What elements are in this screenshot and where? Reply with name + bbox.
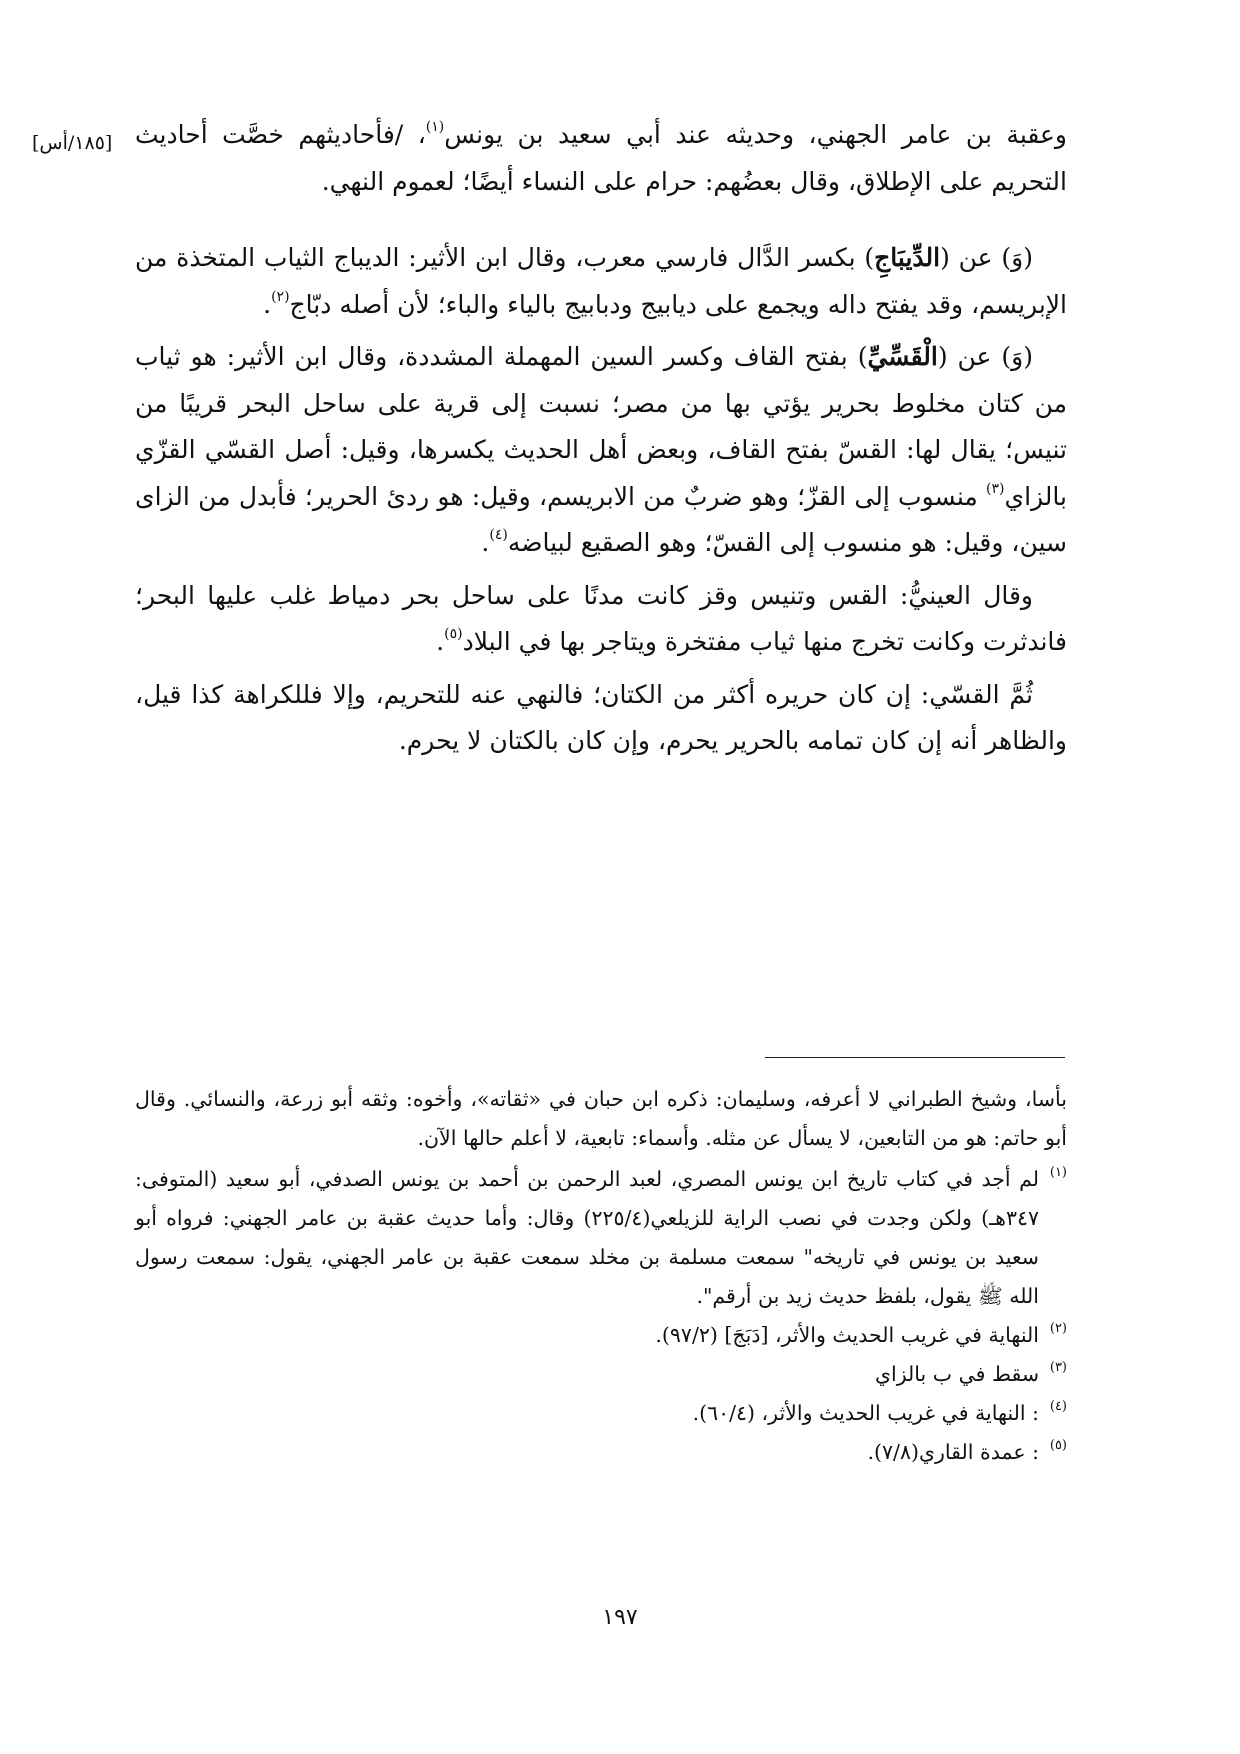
paragraph-qassi-lead: (وَ) عن ( <box>937 342 1033 371</box>
paragraph-qassi-end: . <box>481 528 490 557</box>
paragraph-qassi-text-cont: منسوب إلى القزّ؛ وهو ضربٌ من الابريسم، وقيل: هو ردئ الحرير؛ فأبدل من الزاى سين، وقيل: هو منسوب إلى القسّ؛ وهو الصقيع لبياضه <box>135 481 1067 557</box>
footnote-text: سقط في ب بالزاي <box>875 1362 1039 1386</box>
footnote-text: : النهاية في غريب الحديث والأثر، (٦٠/٤). <box>692 1401 1039 1425</box>
footnote-ref-2: (٢) <box>271 288 290 305</box>
paragraph-qassi-text: ) بفتح القاف وكسر السين المهملة المشددة، وقال ابن الأثير: هو ثياب من كتان مخلوط بحرير يؤتي بها من مصر؛ نسبت إلى قرية على ساحل البحر قريبًا من تنيس؛ يقال لها: القسّ بفتح القاف، وبعض أهل الحديث يكسرها، وقيل: أصل القسّي القزّي بالزاي <box>135 342 1067 511</box>
paragraph-dibaj <box>135 235 1067 328</box>
paragraph-conclusion <box>135 672 1067 765</box>
paragraph-1-text-cont: ، /فأحاديثهم خصَّت أحاديث التحريم على الإطلاق، وقال بعضُهم: حرام على النساء أيضًا؛ لعموم النهي. <box>135 120 1067 196</box>
paragraph-dibaj-end: . <box>263 289 272 319</box>
footnote-text: لم أجد في كتاب تاريخ ابن يونس المصري، لعبد الرحمن بن أحمد بن يونس الصدفي، أبو سعيد (المتوفى: ٣٤٧هـ) ولكن وجدت في نصب الراية للزيلعي(٢٢٥/٤) وقال: وأما حديث عقبة بن عامر الجهني: فرواه أبو سعيد بن يونس في تاريخه" سمعت مسلمة بن مخلد سمعت عقبة بن عامر الجهني، يقول: سمعت رسول الله ﷺ يقول، بلفظ حديث زيد بن أرقم". <box>135 1167 1039 1308</box>
footnote-text: النهاية في غريب الحديث والأثر، [دَبَجَ] (٩٧/٢). <box>655 1323 1039 1347</box>
term-qassi: الْقَسِّيِّ <box>867 342 938 371</box>
footnote-5: (٥): عمدة القاري(٧/٨). <box>867 1438 1067 1464</box>
footnote-ref-1: (١) <box>425 119 445 135</box>
footnote-ref-4: (٤) <box>489 527 508 543</box>
footnote-ref-3: (٣) <box>986 480 1005 497</box>
footnote-2: (٢)النهاية في غريب الحديث والأثر، [دَبَجَ] (٩٧/٢). <box>655 1321 1067 1347</box>
footnote-text: : عمدة القاري(٧/٨). <box>867 1440 1039 1464</box>
page-number: ١٩٧ <box>602 1605 638 1630</box>
paragraph-1 <box>135 112 1067 205</box>
footnote-4: (٤): النهاية في غريب الحديث والأثر، (٦٠/٤). <box>692 1399 1067 1425</box>
footnote-carryover: بأسا، وشيخ الطبراني لا أعرفه، وسليمان: ذكره ابن حبان في «ثقاته»، وأخوه: وثقه أبو زرعة، والنسائي. وقال أبو حاتم: هو من التابعين، لا يسأل عن مثله. وأسماء: تابعية، لا أعلم حالها الآن. <box>135 1087 1067 1150</box>
paragraph-qassi <box>135 334 1067 567</box>
footnote-separator <box>765 1057 1065 1058</box>
footnote-1: (١)لم أجد في كتاب تاريخ ابن يونس المصري، لعبد الرحمن بن أحمد بن يونس الصدفي، أبو سعيد (المتوفى: ٣٤٧هـ) ولكن وجدت في نصب الراية للزيلعي(٢٢٥/٤) وقال: وأما حديث عقبة بن عامر الجهني: فرواه أبو سعيد بن يونس في تاريخه" سمعت مسلمة بن مخلد سمعت عقبة بن عامر الجهني، يقول: سمعت رسول الله ﷺ يقول، بلفظ حديث زيد بن أرقم". <box>135 1165 1067 1308</box>
margin-folio-note: [١٨٥/أس] <box>32 132 113 154</box>
paragraph-aini-text: وقال العينيُّ: القس وتنيس وقز كانت مدنًا على ساحل بحر دمياط غلب عليها البحر؛ فاندثرت وكانت تخرج منها ثياب مفتخرة ويتاجر بها في البلاد <box>135 580 1067 656</box>
term-dibaj: الدِّيبَاجِ <box>874 243 941 272</box>
main-text <box>135 112 1067 765</box>
paragraph-conclusion-text: ثُمَّ القسّي: إن كان حريره أكثر من الكتان؛ فالنهي عنه للتحريم، وإلا فللكراهة كذا قيل، والظاهر أنه إن كان تمامه بالحرير يحرم، وإن كان بالكتان لا يحرم. <box>135 679 1067 755</box>
footnote-3: (٣)سقط في ب بالزاي <box>875 1360 1067 1386</box>
paragraph-aini <box>135 573 1067 666</box>
footnote-ref-5: (٥) <box>444 626 463 642</box>
paragraph-1-text: وعقبة بن عامر الجهني، وحديثه عند أبي سعيد بن يونس <box>444 120 1067 149</box>
paragraph-dibaj-text: ) بكسر الدَّال فارسي معرب، وقال ابن الأثير: الديباج الثياب المتخذة من الإبريسم، وقد يفتح داله ويجمع على ديابيج ودبابيج بالياء والباء؛ لأن أصله دبّاج <box>135 243 1067 319</box>
footnotes <box>135 1080 1067 1472</box>
paragraph-dibaj-lead: (وَ) عن ( <box>940 243 1033 272</box>
paragraph-aini-end: . <box>436 627 445 656</box>
